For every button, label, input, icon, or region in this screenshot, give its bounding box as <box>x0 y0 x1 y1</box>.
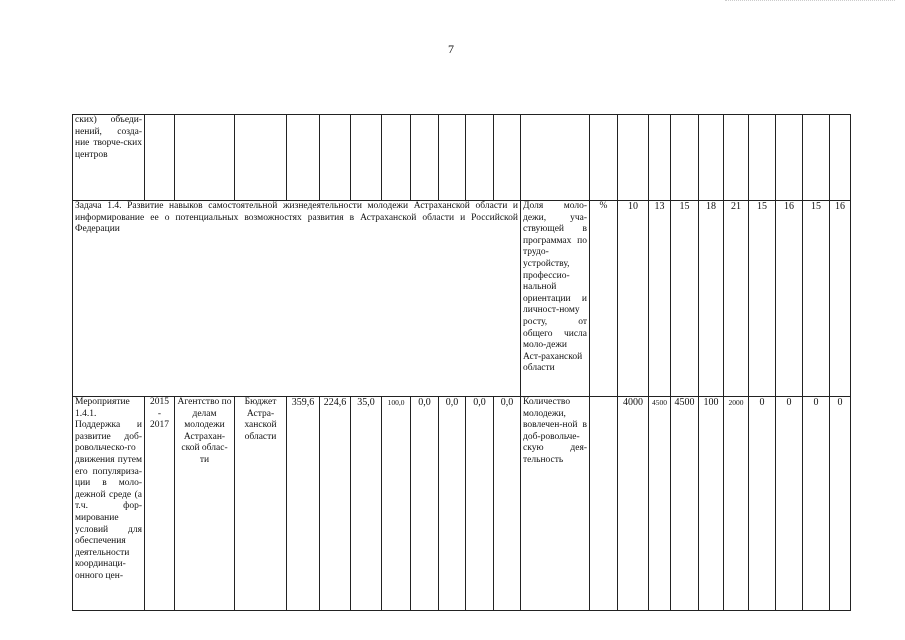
task-value: 16 <box>776 201 803 397</box>
task-indicator: Доля моло-дежи, уча-ствующей в программах по трудо-устройству, профессио-нальной ориентации и личност-ному росту, от общего числа моло-дежи Аст-раханской области <box>521 201 590 397</box>
scan-artifact <box>725 0 895 4</box>
task-value: 10 <box>618 201 649 397</box>
task-value: 21 <box>724 201 749 397</box>
table-row <box>73 115 851 201</box>
activity-value: 4000 <box>618 397 649 611</box>
activity-indicator: Количество молодежи, вовлечен-ной в доб-ровольче-скую дея-тельность <box>521 397 590 611</box>
task-value: 16 <box>830 201 851 397</box>
activity-executor: Агентство по делам молодежи Астрахан-ской облас-ти <box>175 397 235 611</box>
finance-value: 0,0 <box>466 397 494 611</box>
year-end: 2017 <box>150 420 169 431</box>
task-value: 18 <box>699 201 724 397</box>
activity-value: 2000 <box>724 397 749 611</box>
activity-value: 0 <box>830 397 851 611</box>
activity-name: Мероприятие 1.4.1. Поддержка и развитие доб-ровольческо-го движения путем его популяриза-ции в моло-дежной среде (а т.ч. фор-мирование условий для обеспечения деятельности координаци-онного цен- <box>73 397 145 611</box>
activity-value: 4500 <box>649 397 671 611</box>
finance-value: 0,0 <box>494 397 521 611</box>
activity-value: 0 <box>776 397 803 611</box>
activity-row <box>73 397 851 611</box>
finance-value: 359,6 <box>287 397 320 611</box>
activity-value: 0 <box>749 397 776 611</box>
finance-value: 224,6 <box>320 397 351 611</box>
finance-value: 0,0 <box>439 397 466 611</box>
page-number: 7 <box>448 42 454 56</box>
finance-value: 35,0 <box>351 397 382 611</box>
task-text: Задача 1.4. Развитие навыков самостоятельной жизнедеятельности молодежи Астраханской области и информирование ее о потенциальных возможностях развития в Астраханской области и Российской Федерации <box>73 201 521 397</box>
activity-value: 100 <box>699 397 724 611</box>
task-unit: % <box>590 201 618 397</box>
activity-unit <box>590 397 618 611</box>
year-dash: - <box>157 408 162 419</box>
activity-name-cell: ских) объеди-нений, созда-ние творче-ских центров <box>73 115 145 201</box>
task-value: 15 <box>749 201 776 397</box>
activity-value: 0 <box>803 397 830 611</box>
finance-value: 100,0 <box>382 397 411 611</box>
year-start: 2015 <box>150 397 169 407</box>
task-row <box>73 201 851 397</box>
task-value: 15 <box>803 201 830 397</box>
finance-value: 0,0 <box>411 397 439 611</box>
program-table <box>72 114 851 611</box>
task-value: 13 <box>649 201 671 397</box>
activity-value: 4500 <box>671 397 699 611</box>
activity-years <box>145 397 175 611</box>
activity-source: Бюджет Астра-ханской области <box>235 397 287 611</box>
task-value: 15 <box>671 201 699 397</box>
